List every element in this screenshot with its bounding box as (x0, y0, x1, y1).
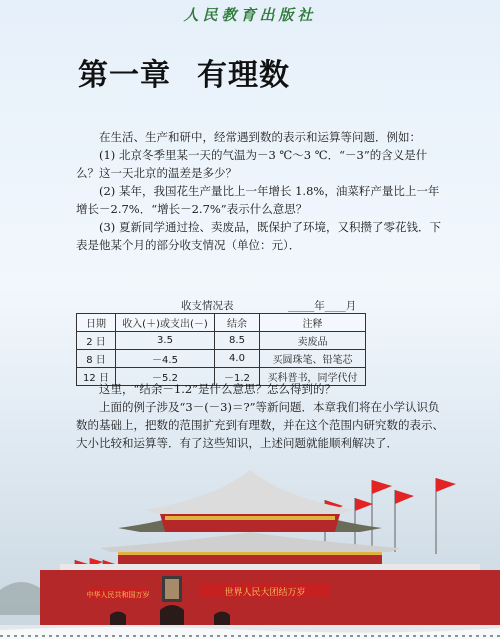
cell-balance: 4.0 (215, 350, 260, 368)
income-expense-table (76, 313, 366, 386)
cell-note: 卖废品 (260, 332, 366, 350)
cell-balance: 8.5 (215, 332, 260, 350)
header-balance: 结余 (215, 314, 260, 332)
cell-note: 买圆珠笔、铅笔芯 (260, 350, 366, 368)
after-question: 这里，“结余－1.2”是什么意思？怎么得到的？ (99, 382, 337, 396)
cell-date: 12 日 (77, 368, 116, 386)
question-2: (2) 某年，我国花生产量比上一年增长 1.8%，油菜籽产量比上一年增长－2.7%．“增长－2.7%”表示什么意思？ (76, 184, 440, 216)
cell-date: 8 日 (77, 350, 116, 368)
gate-tower (40, 470, 500, 625)
cell-amount: －5.2 (116, 368, 215, 386)
table-title: 收支情况表 (181, 300, 234, 312)
question-3: (3) 夏新同学通过捡、卖废品，既保护了环境，又积攒了零花钱．下表是他某个月的部分收支情况（单位：元）． (76, 220, 441, 252)
header-date: 日期 (77, 314, 116, 332)
table-header-row (77, 314, 366, 332)
banner-left-text: 中华人民共和国万岁 (86, 591, 150, 599)
table-row (77, 350, 366, 368)
intro-section (76, 128, 446, 254)
tiananmen-illustration (0, 440, 500, 639)
cell-amount: 3.5 (116, 332, 215, 350)
banner-right-text: 世界人民大团结万岁 (224, 588, 306, 598)
intro-paragraph: 在生活、生产和研中，经常遇到数的表示和运算等问题．例如： (99, 130, 421, 144)
publisher-name: 人民教育出版社 (183, 6, 317, 24)
header-note: 注释 (260, 314, 366, 332)
cell-note: 买科普书，同学代付 (260, 368, 366, 386)
cell-balance: －1.2 (215, 368, 260, 386)
question-1: (1) 北京冬季里某一天的气温为－3 ℃～3 ℃．“－3”的含义是什么？这一天北京的温差是多少？ (76, 148, 428, 180)
closing-paragraph: 上面的例子涉及“3－(－3)＝?”等新问题．本章我们将在小学认识负数的基础上，把数的范围扩充到有理数，并在这个范围内研究数的表示、大小比较和运算等．有了这些知识，上述问题就能顺利解决了． (76, 400, 444, 450)
table-year-month: _____年____月 (288, 300, 357, 312)
chapter-heading (78, 50, 290, 94)
chapter-title: 有理数 (197, 58, 290, 93)
cell-amount: －4.5 (116, 350, 215, 368)
table-row (77, 332, 366, 350)
chapter-number: 第一章 (78, 58, 171, 93)
cell-date: 2 日 (77, 332, 116, 350)
header-amount: 收入(＋)或支出(－) (116, 314, 215, 332)
